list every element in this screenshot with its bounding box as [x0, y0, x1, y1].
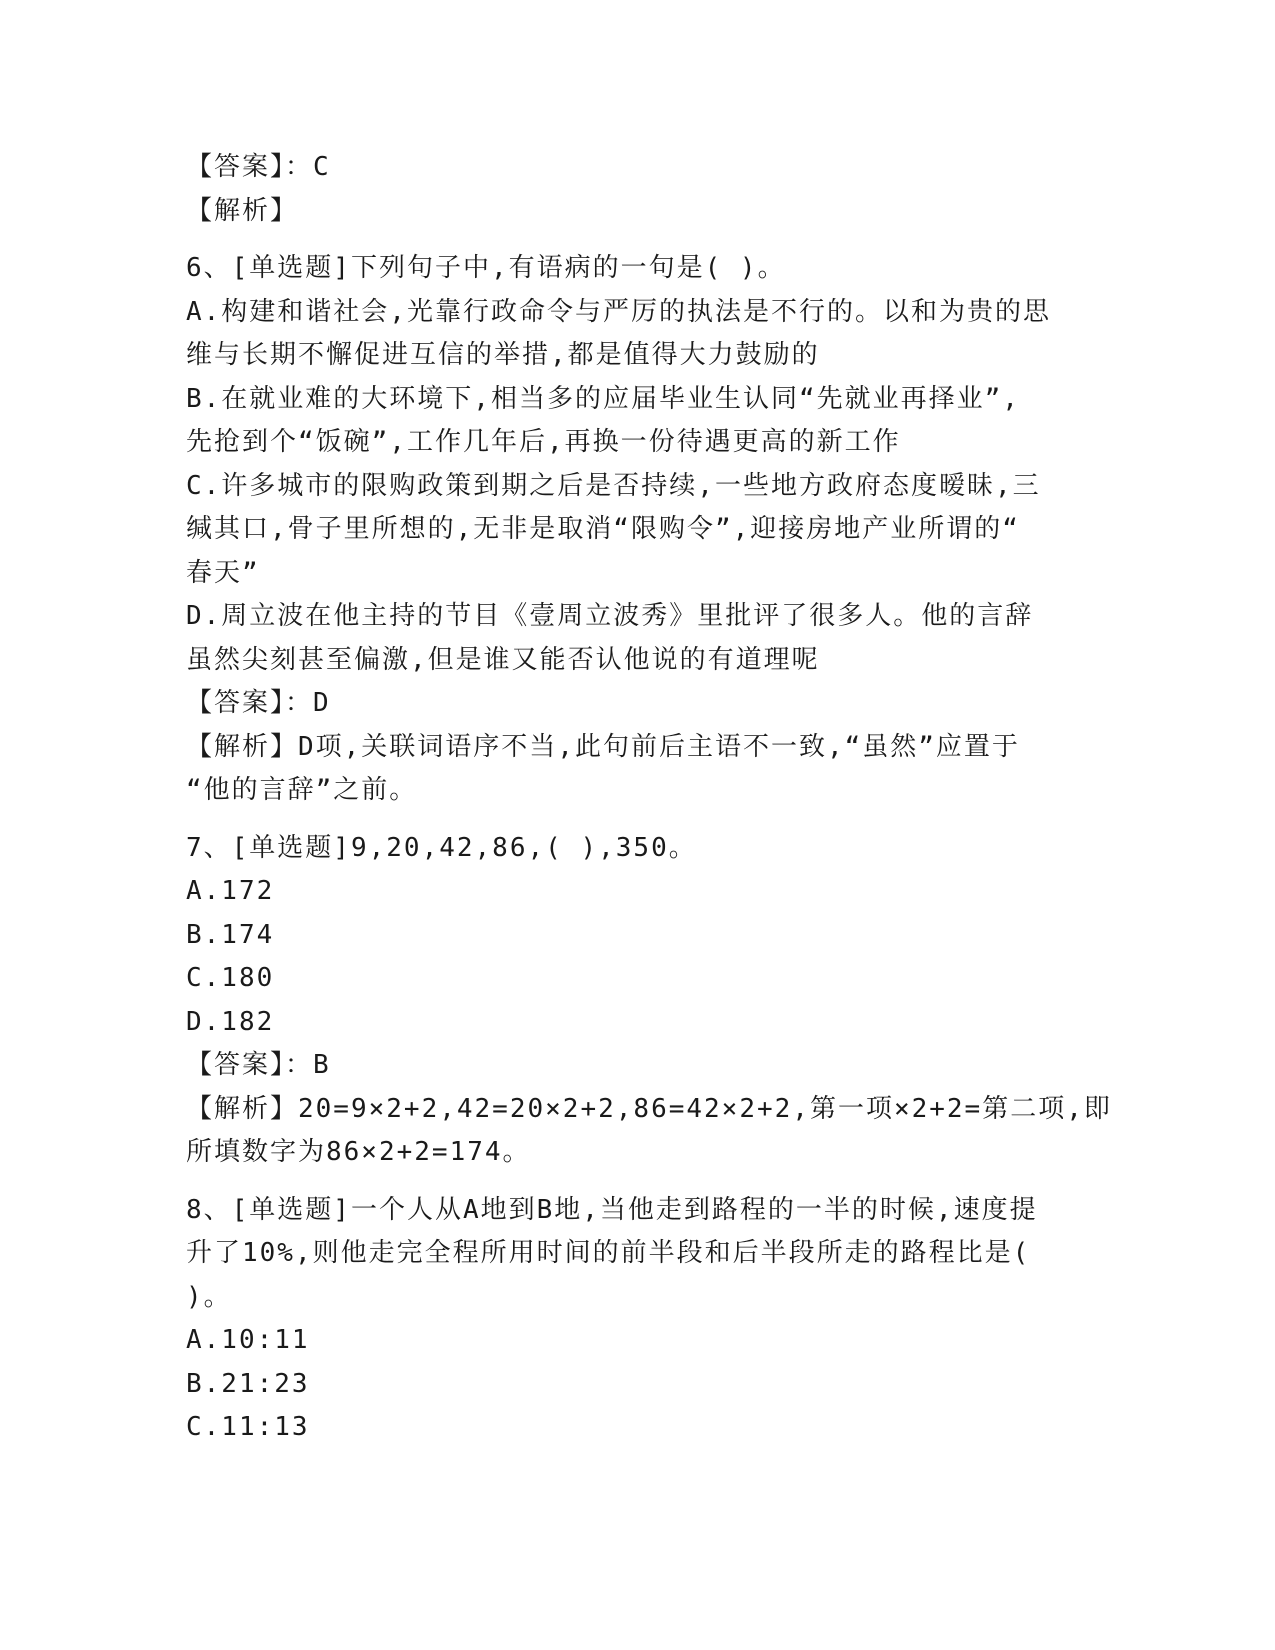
question-stem: 6、[单选题]下列句子中,有语病的一句是( )。	[186, 253, 786, 283]
analysis-line: 【解析】	[186, 195, 299, 226]
question-stem-line-2: 升了10%,则他走完全程所用时间的前半段和后半段所走的路程比是(	[186, 1238, 1031, 1268]
document-page	[186, 146, 1112, 1450]
analysis-line-2: “他的言辞”之前。	[186, 775, 418, 805]
question-stem-line-3: )。	[186, 1281, 232, 1312]
option-a-line-2: 维与长期不懈促进互信的举措,都是值得大力鼓励的	[186, 340, 820, 370]
analysis-line-2: 所填数字为86×2+2=174。	[186, 1137, 531, 1167]
option-a: A.172	[186, 876, 275, 906]
option-a-line-1: A.构建和谐社会,光靠行政命令与严厉的执法是不行的。以和为贵的思	[186, 296, 1051, 327]
option-c: C.11:13	[186, 1412, 310, 1442]
option-c: C.180	[186, 963, 275, 993]
question-8	[186, 1189, 1086, 1450]
question-stem-line-1: 8、[单选题]一个人从A地到B地,当他走到路程的一半的时候,速度提	[186, 1194, 1038, 1225]
option-b: B.21:23	[186, 1368, 310, 1399]
option-d-line-1: D.周立波在他主持的节目《壹周立波秀》里批评了很多人。他的言辞	[186, 601, 1034, 631]
previous-question-answer-block	[186, 146, 1086, 233]
option-b-line-1: B.在就业难的大环境下,相当多的应届毕业生认同“先就业再择业”,	[186, 383, 1020, 414]
option-d: D.182	[186, 1006, 275, 1037]
question-stem: 7、[单选题]9,20,42,86,( ),350。	[186, 832, 697, 863]
answer-line: 【答案】：B	[186, 1050, 331, 1080]
option-b: B.174	[186, 919, 275, 950]
option-a: A.10:11	[186, 1325, 310, 1355]
question-7	[186, 827, 1112, 1175]
option-d-line-2: 虽然尖刻甚至偏激,但是谁又能否认他说的有道理呢	[186, 644, 820, 675]
answer-line: 【答案】：C	[186, 152, 331, 182]
option-b-line-2: 先抢到个“饭碗”,工作几年后,再换一份待遇更高的新工作	[186, 427, 901, 457]
analysis-line-1: 【解析】D项,关联词语序不当,此句前后主语不一致,“虽然”应置于	[186, 731, 1020, 762]
question-6	[186, 247, 1086, 813]
answer-line: 【答案】：D	[186, 688, 331, 718]
analysis-line-1: 【解析】20=9×2+2,42=20×2+2,86=42×2+2,第一项×2+2=第二项,即	[186, 1093, 1112, 1124]
option-c-line-2: 缄其口,骨子里所想的,无非是取消“限购令”,迎接房地产业所谓的“	[186, 514, 1020, 544]
option-c-line-1: C.许多城市的限购政策到期之后是否持续,一些地方政府态度暧昧,三	[186, 470, 1041, 501]
option-c-line-3: 春天”	[186, 557, 260, 588]
